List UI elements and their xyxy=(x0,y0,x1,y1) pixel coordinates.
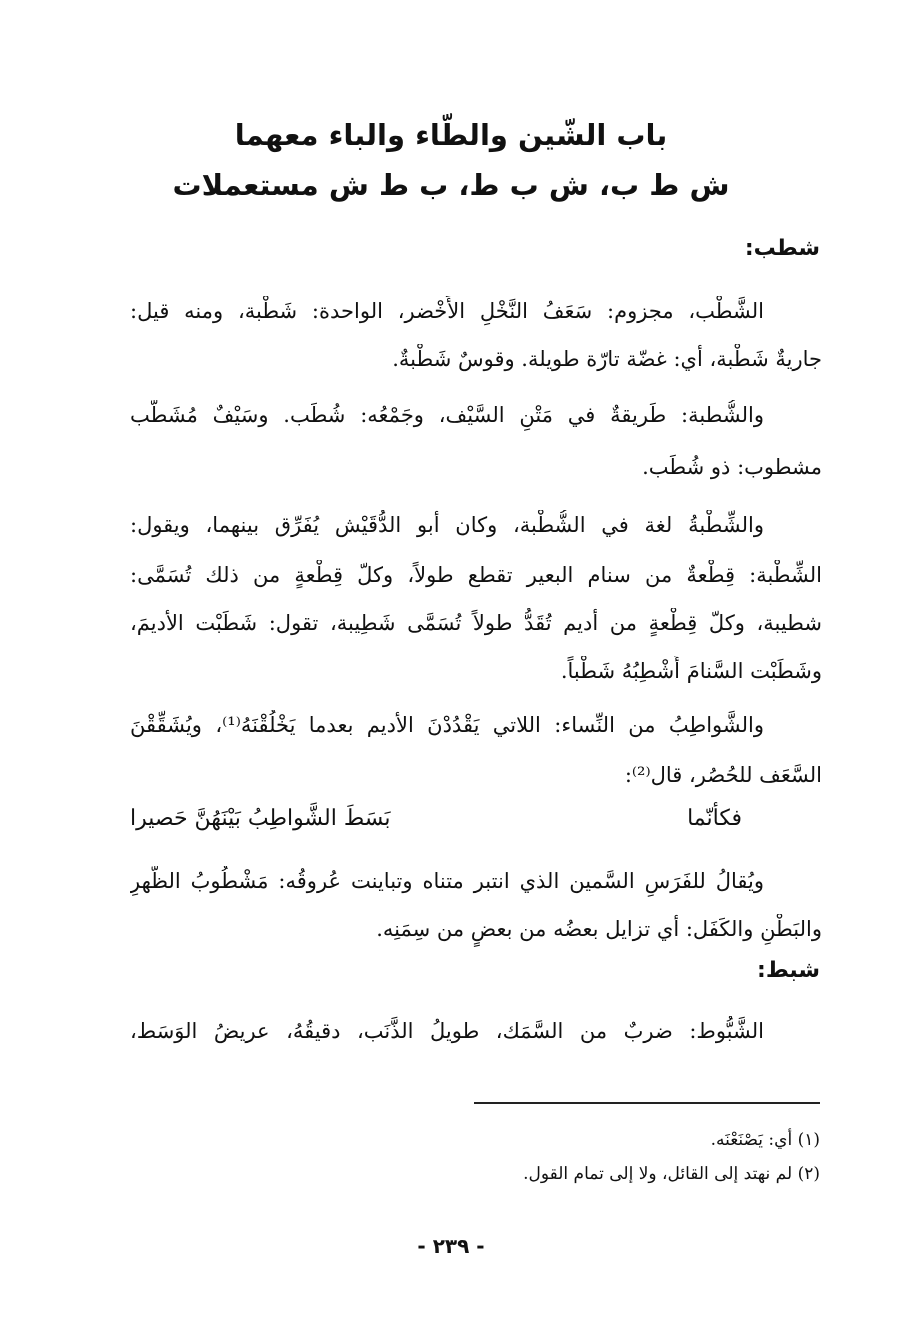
footnote-2: (٢) لم نهتد إلى القائل، ولا إلى تمام القول. xyxy=(523,1164,820,1184)
text-line: والشِّطْبةُ لغة في الشُّطْبة، وكان أبو الدُّقَيْش يُفَرِّق بينهما، ويقول: xyxy=(130,513,764,537)
text-line: شطيبة، وكلّ قِطْعةٍ من أديم تُقَدُّ طولاً تُسَمَّى شَطِيبة، تقول: شَطَبْت الأديمَ، xyxy=(130,611,822,635)
text-line: الشَّطْب، مجزوم: سَعَفُ النَّخْلِ الأَخْضر، الواحدة: شَطْبة، ومنه قيل: xyxy=(130,299,764,323)
text-line: الشَّبُّوط: ضربٌ من السَّمَك، طويلُ الذَّنَب، دقيقُهُ، عريضُ الوَسَط، xyxy=(130,1019,764,1043)
text-line: وشَطَبْت السَّنامَ أَشْطِبُهُ شَطْباً. xyxy=(560,659,822,683)
footnote-separator xyxy=(474,1102,820,1104)
text-line: مشطوب: ذو شُطَب. xyxy=(642,455,822,479)
text-line: جاريةٌ شَطْبة، أي: غضّة تارّة طويلة. وقوسٌ شَطْبةٌ. xyxy=(392,347,822,371)
text-line: والبَطْنِ والكَفَل: أي تزايل بعضُه من بعضٍ من سِمَنِه. xyxy=(376,917,822,941)
text-line: ويُقالُ للفَرَسِ السَّمين الذي انتبر متناه وتباينت عُروقُه: مَشْطُوبُ الظَّهرِ xyxy=(130,869,764,893)
text-line: الشِّطْبة: قِطْعةٌ من سنام البعير تقطع طولاً، وكلّ قِطْعةٍ من ذلك تُسَمَّى: xyxy=(130,563,822,587)
text-line: والشُّطبة: طَريقةٌ في مَتْنِ السَّيْف، وجَمْعُه: شُطَب. وسَيْفٌ مُشَطَّب xyxy=(130,403,764,427)
roots-subtitle: ش ط ب، ش ب ط، ب ط ش مستعملات xyxy=(172,168,730,202)
footnote-1: (١) أي: يَصْنَعْنَه. xyxy=(710,1130,820,1150)
chapter-title: باب الشّين والطّاء والباء معهما xyxy=(234,118,668,152)
text-line: السَّعَف للحُصُر، قال⁽²⁾: xyxy=(624,763,822,787)
entry-heading-shabat: شبط: xyxy=(757,958,820,983)
text-line: والشَّواطِبُ من النِّساء: اللاتي يَقْدُدْنَ الأديم بعدما يَخْلُقْنَهُ⁽¹⁾، ويُشَقِّقْنَ xyxy=(130,713,764,737)
poem-verse xyxy=(130,806,742,831)
verse-second-hemistich: بَسَطَ الشَّواطِبُ بَيْنَهُنَّ حَصيرا xyxy=(130,806,391,831)
entry-heading-shatab: شطب: xyxy=(744,236,820,261)
page-number: - ٢٣٩ - xyxy=(417,1234,485,1258)
verse-first-hemistich: فكأنّما xyxy=(687,806,742,831)
